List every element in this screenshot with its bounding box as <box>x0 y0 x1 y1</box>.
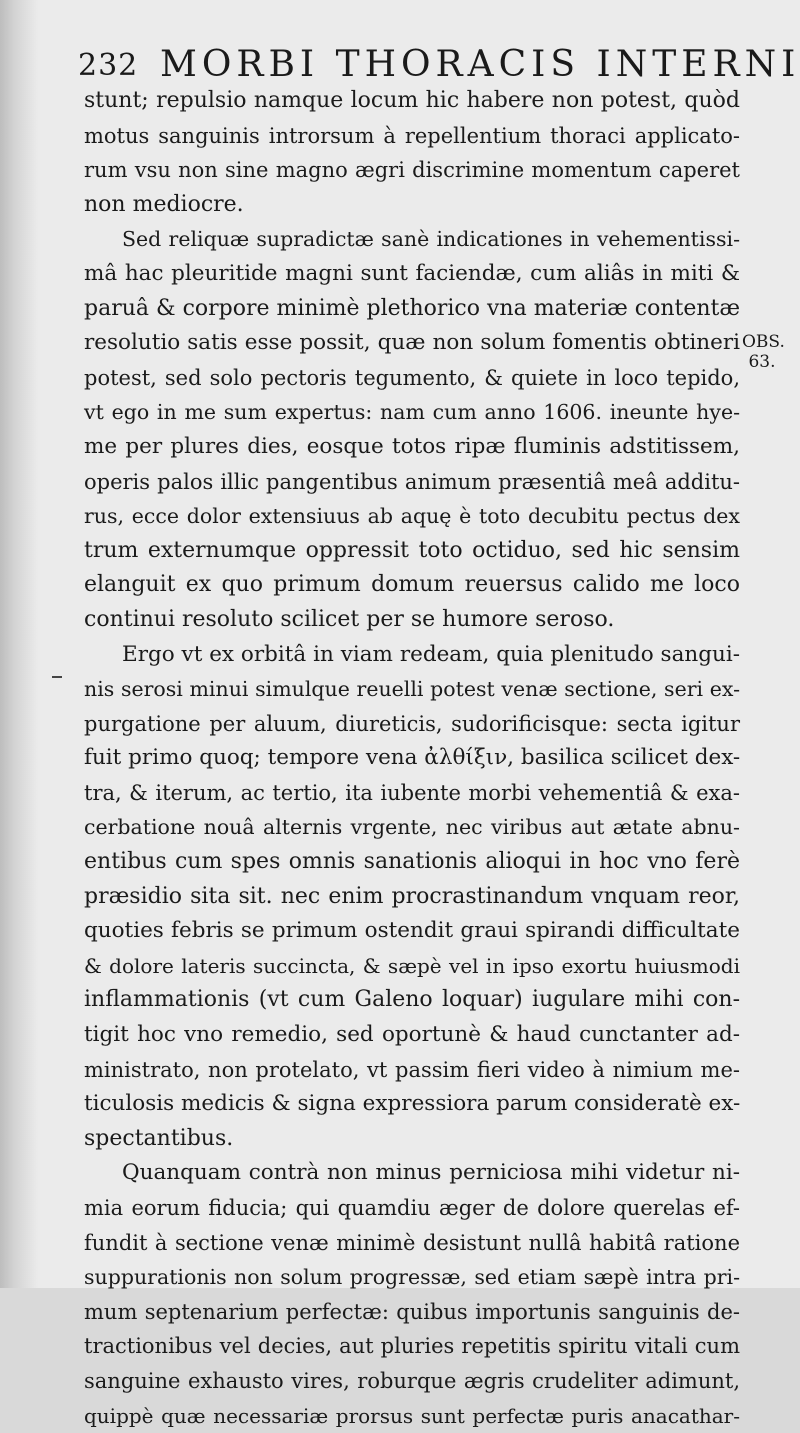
margin-mark <box>52 676 62 678</box>
text-line: resolutio satis esse possit, quæ non solum fomentis obtineri <box>84 330 740 356</box>
text-line: purgatione per aluum, diureticis, sudorificisque: secta igitur <box>84 711 740 736</box>
text-line: suppurationis non solum progressæ, sed etiam sæpè intra pri- <box>84 1265 740 1290</box>
text-line: mum septenarium perfectæ: quibus importunis sanguinis de- <box>84 1299 740 1324</box>
page-number: 232 <box>78 48 139 83</box>
text-line: tra, & iterum, ac tertio, ita iubente morbi vehementiâ & exa- <box>84 780 740 805</box>
text-line: fuit primo quoq; tempore vena ἀλθίξιν, basilica scilicet dex- <box>84 745 741 771</box>
text-line: rus, ecce dolor extensiuus ab aquę è toto decubitu pectus dex <box>84 504 740 529</box>
text-line: inflammationis (vt cum Galeno loquar) iugulare mihi con- <box>84 987 740 1013</box>
text-line: me per plures dies, eosque totos ripæ fluminis adstitissem, <box>84 433 740 459</box>
text-line: potest, sed solo pectoris tegumento, & quiete in loco tepido, <box>84 365 740 390</box>
text-line: rum vsu non sine magno ægri discrimine momentum caperet <box>84 158 740 183</box>
text-line: trum externumque oppressit toto octiduo, sed hic sensim <box>84 537 740 563</box>
text-line: mia eorum fiducia; qui quamdiu æger de dolore querelas ef- <box>84 1196 740 1220</box>
text-line: fundit à sectione venæ minimè desistunt nullâ habitâ ratione <box>84 1230 740 1255</box>
text-line: & dolore lateris succincta, & sæpè vel in ipso exortu huiusmodi <box>84 953 740 978</box>
text-line: motus sanguinis introrsum à repellentium thoraci applicato- <box>84 123 740 148</box>
text-line: paruâ & corpore minimè plethorico vna materiæ contentæ <box>84 295 741 321</box>
text-line: non mediocre. <box>84 191 244 217</box>
text-line: mâ hac pleuritide magni sunt faciendæ, cum aliâs in miti & <box>84 260 740 286</box>
paragraph-start-line: Quanquam contrà non minus perniciosa mihi videtur ni- <box>122 1160 740 1186</box>
running-head: MORBI THORACIS INTERNI <box>160 44 800 85</box>
page-gutter-shadow <box>0 0 38 1288</box>
text-line: stunt; repulsio namque locum hic habere non potest, quòd <box>84 88 740 113</box>
margin-note <box>742 332 785 372</box>
text-line: elanguit ex quo primum domum reuersus calido me loco <box>84 572 740 598</box>
text-line: ticulosis medicis & signa expressiora parum consideratè ex- <box>84 1091 741 1117</box>
page-header <box>78 40 800 90</box>
text-line: operis palos illic pangentibus animum præsentiâ meâ additu- <box>84 469 740 494</box>
text-line: quippè quæ necessariæ prorsus sunt perfectæ puris anacathar- <box>84 1403 740 1428</box>
margin-note-number: 63. <box>748 352 776 372</box>
text-line: ministrato, non protelato, vt passim fieri video à nimium me- <box>84 1057 740 1082</box>
body-text <box>84 84 740 1433</box>
text-line: sanguine exhausto vires, roburque ægris crudeliter adimunt, <box>84 1368 740 1393</box>
text-line: tigit hoc vno remedio, sed oportunè & haud cunctanter ad- <box>84 1022 740 1048</box>
text-line: quoties febris se primum ostendit graui spirandi difficultate <box>84 918 740 944</box>
paragraph-start-line: Ergo vt ex orbitâ in viam redeam, quia plenitudo sangui- <box>122 641 740 667</box>
text-line: continui resoluto scilicet per se humore seroso. <box>84 606 615 632</box>
margin-note-label: OBS. <box>742 332 785 352</box>
text-line: nis serosi minui simulque reuelli potest venæ sectione, seri ex- <box>84 677 740 702</box>
text-line: entibus cum spes omnis sanationis alioqui in hoc vno ferè <box>84 849 740 875</box>
text-line: cerbatione nouâ alternis vrgente, nec viribus aut ætate abnu- <box>84 815 740 840</box>
text-line: præsidio sita sit. nec enim procrastinandum vnquam reor, <box>84 883 740 909</box>
text-line: tractionibus vel decies, aut pluries repetitis spiritu vitali cum <box>84 1334 740 1359</box>
paragraph-start-line: Sed reliquæ supradictæ sanè indicationes in vehementissi- <box>122 227 740 252</box>
text-line: vt ego in me sum expertus: nam cum anno 1606. ineunte hye- <box>84 400 740 425</box>
text-line: spectantibus. <box>84 1125 234 1151</box>
